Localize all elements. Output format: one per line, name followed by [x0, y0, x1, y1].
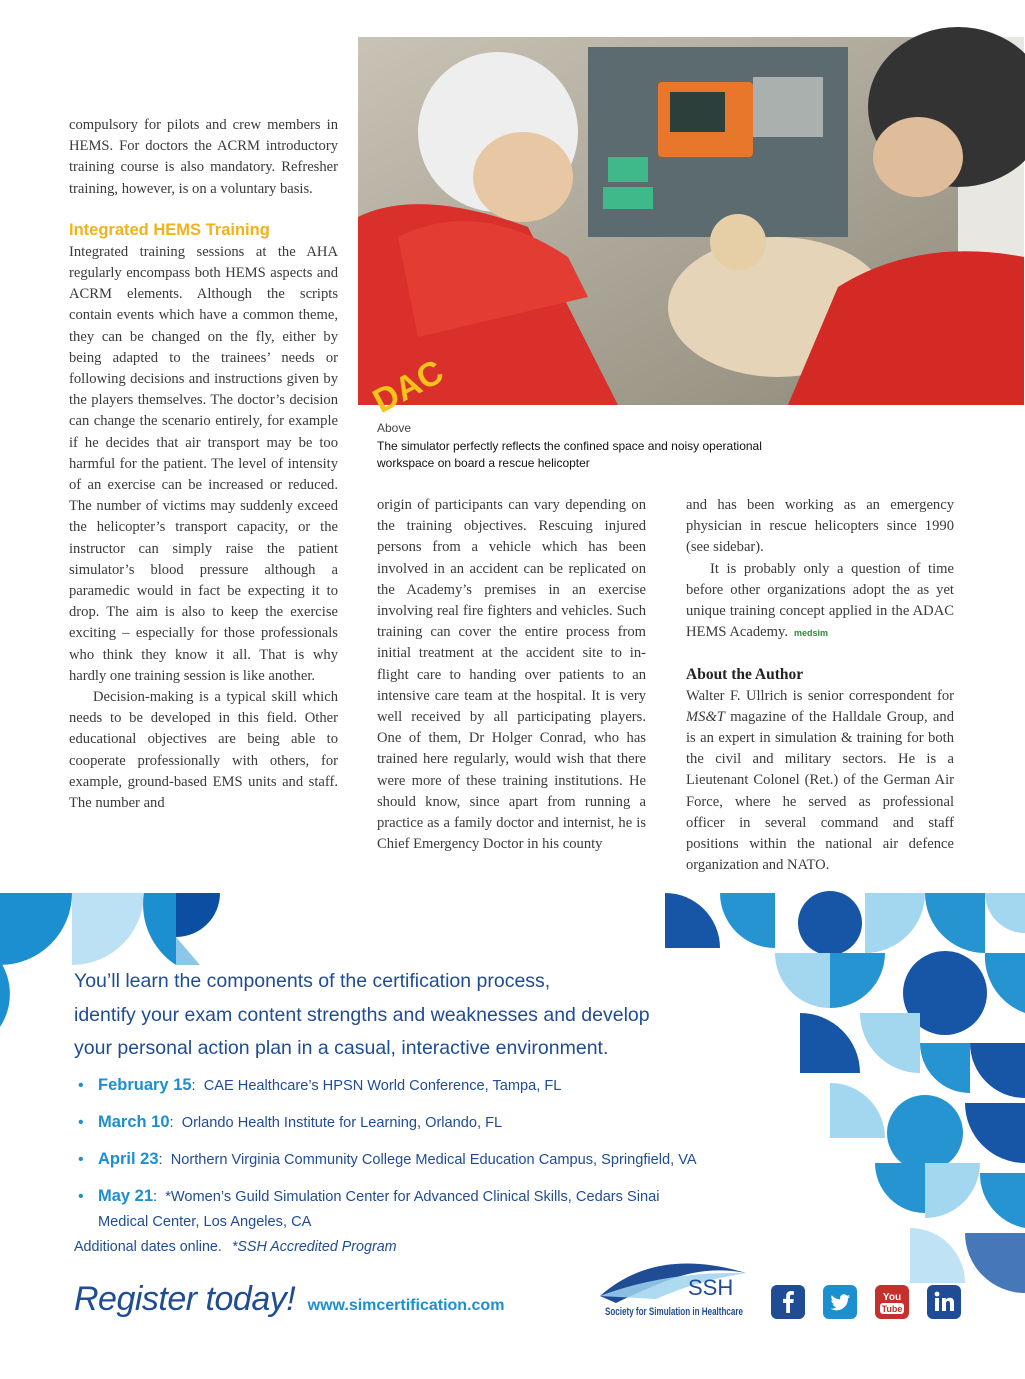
- about-author-text: [686, 686, 954, 877]
- about-author-pre: Walter F. Ullrich is senior correspondent for: [686, 687, 954, 704]
- youtube-tube-text: Tube: [881, 1304, 903, 1314]
- magazine-name: MS&T: [686, 708, 725, 725]
- event-date: May 21: [98, 1187, 154, 1205]
- helicopter-text: DAC: [366, 352, 450, 421]
- youtube-icon[interactable]: [875, 1285, 909, 1319]
- ad-intro-line: You’ll learn the components of the certification process,: [74, 970, 551, 992]
- article-column-1: [69, 115, 338, 814]
- section-heading: Integrated HEMS Training: [69, 220, 270, 239]
- register-cta: Register today!: [74, 1280, 296, 1318]
- event-item: • April 23: Northern Virginia Community College Medical Education Campus, Springfield, VA: [78, 1147, 778, 1173]
- column1-intro: compulsory for pilots and crew members in HEMS. For doctors the ACRM introductory training course is also mandatory. Refresher training, however, is on a voluntary basis.: [69, 117, 338, 197]
- event-date: March 10: [98, 1113, 170, 1131]
- additional-dates-text: Additional dates online.: [74, 1239, 222, 1255]
- linkedin-icon[interactable]: [927, 1285, 961, 1319]
- bullet-icon: •: [78, 1114, 84, 1131]
- twitter-icon[interactable]: [823, 1285, 857, 1319]
- event-desc: Northern Virginia Community College Medical Education Campus, Springfield, VA: [170, 1152, 697, 1168]
- event-desc: CAE Healthcare’s HPSN World Conference, Tampa, FL: [203, 1078, 562, 1094]
- ad-intro-line: identify your exam content strengths and weaknesses and develop: [74, 1003, 650, 1026]
- helicopter-simulator-photo: [358, 37, 1024, 421]
- column2-paragraph: origin of participants can vary depending on the training objectives. Rescuing injured persons from a vehicle which has been involved in an accident can be replicated on the Academy’s premises in an exercise involving real fire fighters and vehicles. Such training can cover the entire process from initial treatment at the accident site to in-flight care to handing over patients to an intensive care team at the hospital. It is very well received by all participating players. One of them, Dr Holger Conrad, who has trained here regularly, would wish that there were more of these training institutions. He should know, since apart from running a practice as a family doctor and internist, he is Chief Emergency Doctor in his county: [377, 497, 646, 853]
- event-date: April 23: [98, 1150, 159, 1168]
- event-list: [78, 1073, 778, 1246]
- about-author-post: magazine of the Halldale Group, and is an expert in simulation & training for both the civil and military sectors. He is a Lieutenant Colonel (Ret.) of the German Air Force, where he served as professional officer in several command and staff positions within the national air defence organization and NATO.: [686, 708, 954, 874]
- article-column-3: [686, 495, 954, 876]
- ssh-logo: [596, 1251, 756, 1331]
- caption-label: Above: [377, 421, 412, 435]
- youtube-you-text: You: [882, 1292, 902, 1303]
- event-date: February 15: [98, 1076, 192, 1094]
- column1-paragraph-2: Decision-making is a typical skill which needs to be developed in this field. Other educational objectives are being able to cooperate professionally with others, for example, ground-based EMS units and staff. The number and: [69, 689, 338, 812]
- photo-illustration: [358, 37, 1024, 421]
- logo-name: Society for Simulation in Healthcare: [605, 1306, 744, 1318]
- registration-link[interactable]: www.simcertification.com: [307, 1297, 505, 1314]
- accredited-note: *SSH Accredited Program: [231, 1239, 397, 1255]
- logo-abbr: SSH: [688, 1275, 734, 1300]
- bullet-icon: •: [78, 1077, 84, 1094]
- event-desc: Orlando Health Institute for Learning, Orlando, FL: [181, 1115, 503, 1131]
- ad-intro: [74, 965, 694, 1066]
- column1-paragraph-1: Integrated training sessions at the AHA regularly encompass both HEMS aspects and ACRM elements. Although the scripts contain events which have a common theme, they can be changed on the fly, either by being adapted to the trainees’ needs or following decisions and instructions given by the players themselves. The doctor’s decision can change the scenario entirely, for example if he decides that air transport may be too harmful for the patient. The level of intensity of an exercise can be increased or reduced. The number of victims may suddenly exceed the helicopter’s transport capacity, or the instructor can simply raise the patient simulator’s blood pressure although a paramedic would in fact be expecting it to drop. The aim is also to keep the exercise exciting – especially for those professionals who think they know it all. That is why hardly one training session is like another.: [69, 243, 338, 684]
- column3-paragraph-2-text: It is probably only a question of time before other organizations adopt the as yet unique training concept applied in the ADAC HEMS Academy.: [686, 560, 954, 641]
- additional-dates: [74, 1239, 397, 1255]
- facebook-icon[interactable]: [771, 1285, 805, 1319]
- article-column-2: [377, 495, 646, 855]
- ssh-advertisement: [0, 893, 1024, 1379]
- event-item: • February 15: CAE Healthcare’s HPSN World Conference, Tampa, FL: [78, 1073, 778, 1099]
- register-line: [74, 1280, 504, 1319]
- column3-paragraph-2: [686, 559, 954, 645]
- event-item: • March 10: Orlando Health Institute for Learning, Orlando, FL: [78, 1110, 778, 1136]
- ad-intro-line: your personal action plan in a casual, interactive environment.: [74, 1037, 609, 1059]
- bullet-icon: •: [78, 1188, 84, 1205]
- event-desc: *Women’s Guild Simulation Center for Advanced Clinical Skills, Cedars Sinai Medical Center, Los Angeles, CA: [98, 1189, 660, 1230]
- photo-caption: [377, 420, 807, 473]
- bullet-icon: •: [78, 1151, 84, 1168]
- caption-text: The simulator perfectly reflects the confined space and noisy operational workspace on board a rescue helicopter: [377, 438, 762, 470]
- event-item: • May 21: *Women’s Guild Simulation Center for Advanced Clinical Skills, Cedars Sinai Medical Center, Los Angeles, CA: [78, 1184, 688, 1235]
- about-author-heading: About the Author: [686, 666, 804, 684]
- medsim-end-mark: medsim: [794, 628, 829, 639]
- column3-paragraph-1: and has been working as an emergency physician in rescue helicopters since 1990 (see sidebar).: [686, 497, 954, 556]
